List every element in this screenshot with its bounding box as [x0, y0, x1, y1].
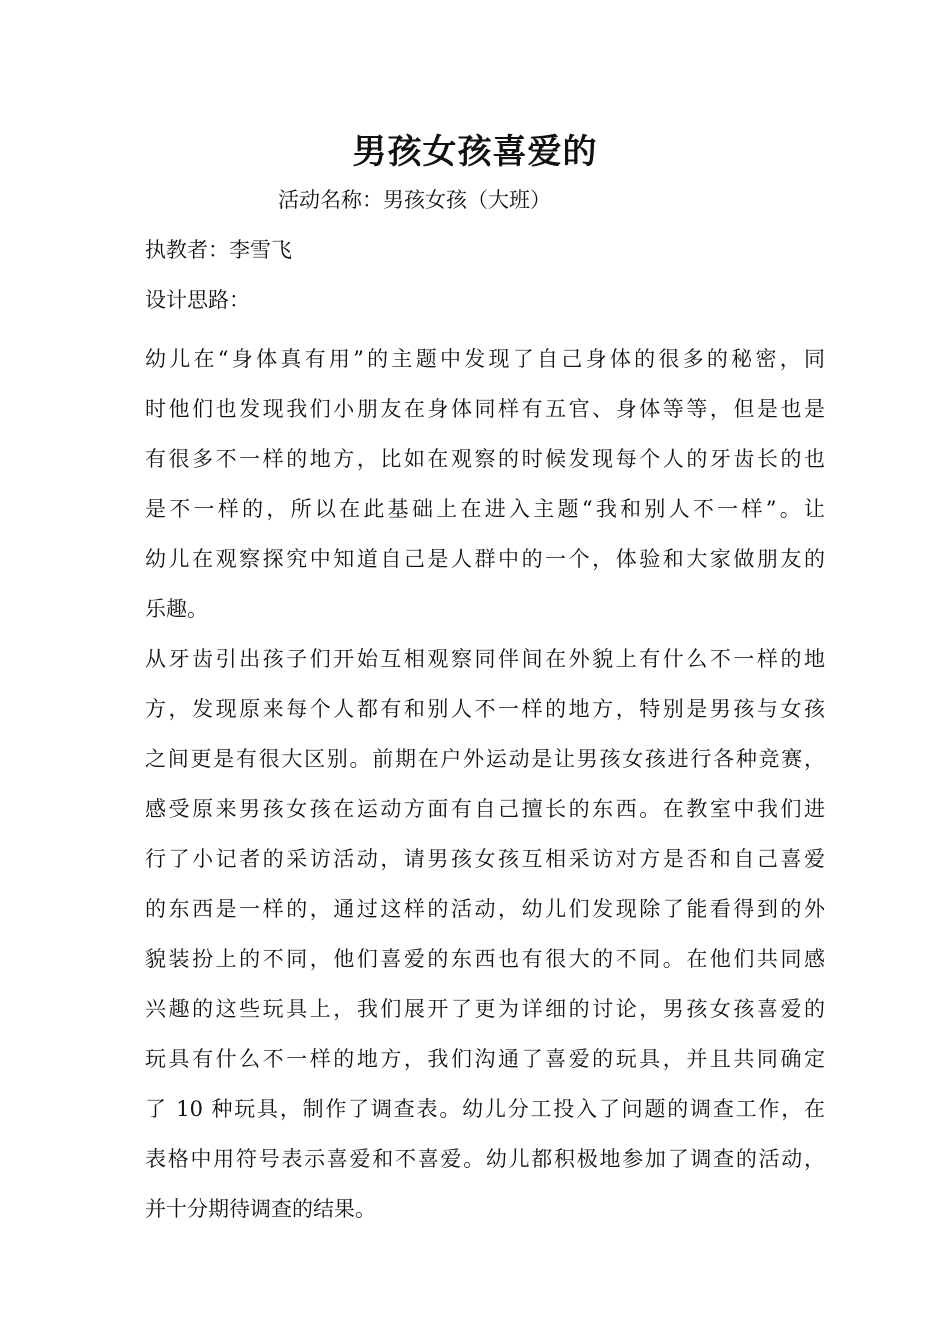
- document-body: [145, 334, 825, 1234]
- paragraph-line: 感受原来男孩女孩在运动方面有自己擅长的东西。在教室中我们进: [145, 797, 825, 821]
- paragraph-line: 有很多不一样的地方，比如在观察的时候发现每个人的牙齿长的也: [145, 447, 825, 471]
- design-heading: 设计思路：: [145, 288, 250, 312]
- paragraph-line: 玩具有什么不一样的地方，我们沟通了喜爱的玩具，并且共同确定: [145, 1047, 825, 1071]
- paragraph-line: 幼儿在观察探究中知道自己是人群中的一个，体验和大家做朋友的: [145, 547, 825, 571]
- paragraph-line: 貌装扮上的不同，他们喜爱的东西也有很大的不同。在他们共同感: [145, 947, 825, 971]
- paragraph-line: 行了小记者的采访活动，请男孩女孩互相采访对方是否和自己喜爱: [145, 847, 825, 871]
- paragraph-line: 表格中用符号表示喜爱和不喜爱。幼儿都积极地参加了调查的活动，: [145, 1147, 825, 1171]
- paragraph-2: [145, 634, 825, 1234]
- paragraph-line: 从牙齿引出孩子们开始互相观察同伴间在外貌上有什么不一样的地: [145, 647, 825, 671]
- paragraph-line: 的东西是一样的，通过这样的活动，幼儿们发现除了能看得到的外: [145, 897, 825, 921]
- paragraph-line: 方，发现原来每个人都有和别人不一样的地方，特别是男孩与女孩: [145, 697, 825, 721]
- paragraph-line: 兴趣的这些玩具上，我们展开了更为详细的讨论，男孩女孩喜爱的: [145, 997, 825, 1021]
- paragraph-1: [145, 334, 825, 634]
- paragraph-line: 了 10 种玩具，制作了调查表。幼儿分工投入了问题的调查工作，在: [145, 1097, 825, 1121]
- paragraph-line: 时他们也发现我们小朋友在身体同样有五官、身体等等，但是也是: [145, 397, 825, 421]
- paragraph-line: 幼儿在“身体真有用”的主题中发现了自己身体的很多的秘密，同: [145, 347, 825, 371]
- paragraph-line: 之间更是有很大区别。前期在户外运动是让男孩女孩进行各种竞赛，: [145, 747, 825, 771]
- document-title: 男孩女孩喜爱的: [352, 132, 598, 172]
- paragraph-line: 并十分期待调查的结果。: [145, 1197, 376, 1221]
- activity-name: 活动名称：男孩女孩（大班）: [278, 188, 551, 212]
- teacher-line: 执教者：李雪飞: [145, 238, 292, 262]
- paragraph-line: 乐趣。: [145, 597, 208, 621]
- paragraph-line: 是不一样的，所以在此基础上在进入主题“我和别人不一样”。让: [145, 497, 825, 521]
